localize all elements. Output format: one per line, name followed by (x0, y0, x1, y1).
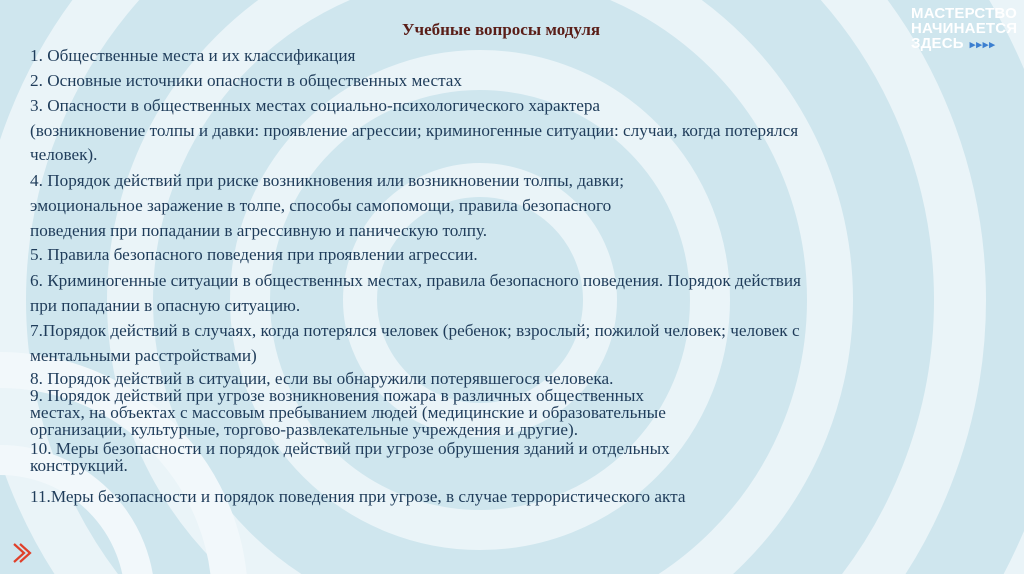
text-line-16: местах, на объектах с массовым пребыванием людей (медицинские и образовательные (30, 403, 666, 422)
text-line-10: 6. Криминогенные ситуации в общественных местах, правила безопасного поведения. Порядок действия (30, 271, 801, 290)
text-line-4: (возникновение толпы и давки: проявление агрессии; криминогенные ситуации: случаи, когда потерялся (30, 121, 799, 140)
text-line-19: конструкций. (30, 456, 128, 475)
text-line-18: 10. Меры безопасности и порядок действий при угрозе обрушения зданий и отдельных (30, 439, 670, 458)
logo-line-1: МАСТЕРСТВО (911, 5, 1017, 22)
text-line-7: эмоциональное заражение в толпе, способы самопомощи, правила безопасного (30, 196, 612, 215)
text-line-13: ментальными расстройствами) (30, 346, 257, 365)
logo-line-2: НАЧИНАЕТСЯ (911, 20, 1018, 37)
text-line-15: 9. Порядок действий при угрозе возникновения пожара в различных общественных (30, 386, 645, 405)
text-line-2: 2. Основные источники опасности в общественных местах (30, 71, 463, 90)
text-line-14: 8. Порядок действий в ситуации, если вы обнаружили потерявшегося человека. (30, 369, 614, 388)
text-line-9: 5. Правила безопасного поведения при проявлении агрессии. (30, 245, 478, 264)
text-line-6: 4. Порядок действий при риске возникновения или возникновении толпы, давки; (30, 171, 625, 190)
text-line-8: поведения при попадании в агрессивную и паническую толпу. (30, 221, 488, 240)
corner-arrows-icon (8, 540, 34, 566)
text-line-3: 3. Опасности в общественных местах социально-психологического характера (30, 96, 601, 115)
slide-title: Учебные вопросы модуля (402, 20, 601, 39)
text-line-20: 11.Меры безопасности и порядок поведения при угрозе, в случае террористического акта (30, 487, 686, 506)
text-line-12: 7.Порядок действий в случаях, когда потерялся человек (ребенок; взрослый; пожилой человек; человек с (30, 321, 800, 340)
arrows-icon: ▸▸▸▸ (969, 39, 996, 51)
text-line-1: 1. Общественные места и их классификация (30, 46, 356, 65)
text-line-17: организации, культурные, торгово-развлекательные учреждения и другие). (30, 420, 579, 439)
text-line-5: человек). (30, 145, 98, 164)
brand-logo (911, 6, 1017, 53)
text-line-11: при попадании в опасную ситуацию. (30, 296, 301, 315)
logo-line-3: ЗДЕСЬ ▸▸▸▸ (911, 35, 996, 52)
